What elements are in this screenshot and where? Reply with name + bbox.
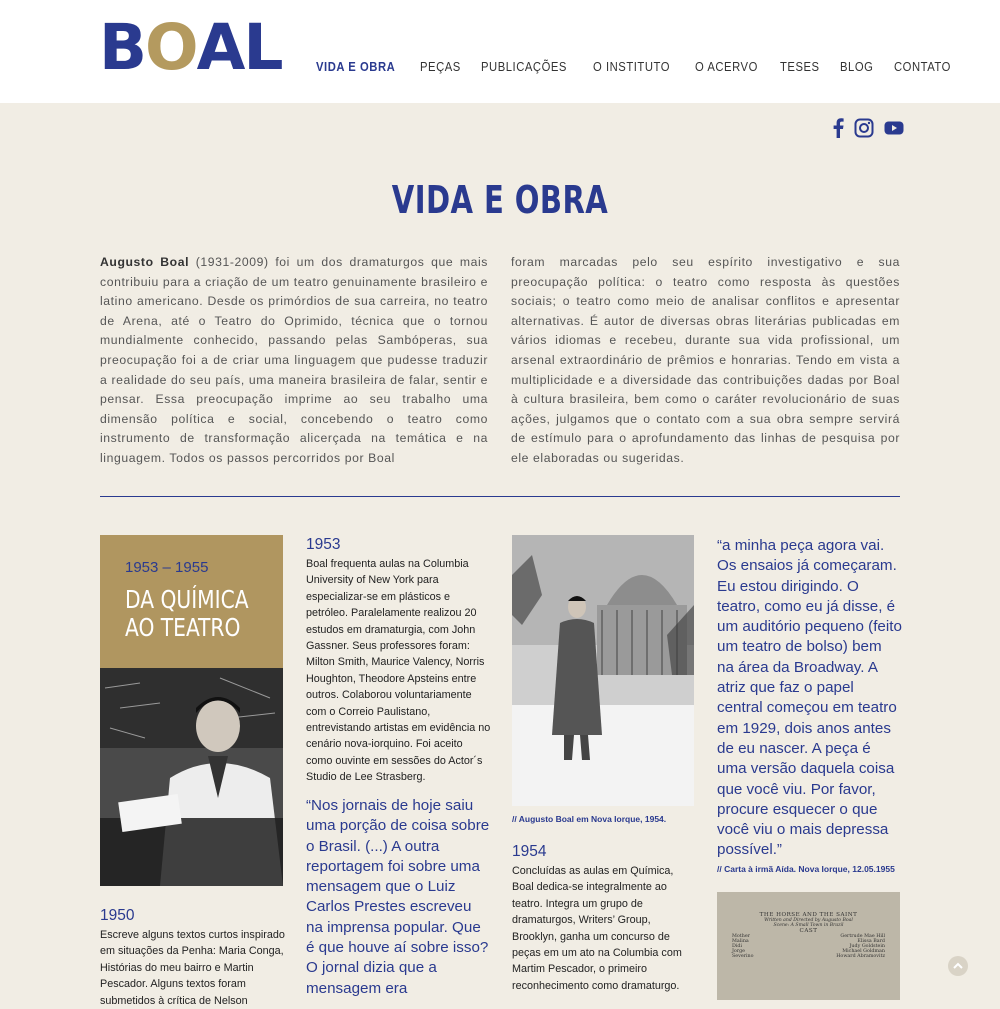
quote-letter-aida: “a minha peça agora vai. Os ensaios já começaram. Eu estou dirigindo. O teatro, como eu já disse, é um auditório pequeno (feito um teatro de bolso) bem na área da Broadway. A atriz que faz o papel central começou em teatro em 1929, dois anos antes de eu nascer. A peça é uma versão daquela coisa que você viu. Por favor, procure esquecer o que você viu o mais depressa possível.”	[717, 537, 902, 859]
timeline-card	[100, 535, 283, 886]
social-links	[832, 118, 904, 143]
year-1950: 1950	[100, 907, 135, 924]
nav-blog[interactable]: BLOG	[840, 60, 874, 74]
nav-o-instituto[interactable]: O INSTITUTO	[593, 60, 671, 74]
program-role: Jorge	[732, 949, 746, 954]
program-role: Mother	[732, 934, 750, 939]
scroll-to-top-button[interactable]	[948, 956, 968, 976]
timeline-range: 1953 – 1955	[125, 559, 209, 576]
intro-right-paragraph: foram marcadas pelo seu espírito investigativo e sua preocupação política: o teatro como resposta às questões sociais; o teatro como meio de analisar conflitos e apresentar alternativas. É autor de diversas obras literárias publicadas em vários idiomas e recebeu, durante sua vida profissional, um arsenal extraordinário de prêmios e honrarias. Tendo em vista a multiplicidade e a diversidade das contribuições dadas por Boal à cultura brasileira, bem como o caráter revolucionário de suas ações, julgamos que o contato com a sua obra sempre servirá de estímulo para o aprofundamento das linhas de pesquisa por ele elaboradas ou sugeridas.	[511, 255, 900, 465]
caption-nova-iorque: // Augusto Boal em Nova Iorque, 1954.	[512, 814, 667, 824]
youtube-icon[interactable]	[884, 120, 904, 141]
program-actor: Judy Goldstein	[849, 944, 885, 949]
instagram-icon[interactable]	[854, 118, 874, 143]
caption-carta-aida: // Carta à irmã Aída. Nova Iorque, 12.05.1955	[717, 864, 895, 874]
logo-letter-b: B	[99, 11, 146, 84]
section-divider	[100, 496, 900, 497]
program-photo	[717, 892, 900, 1000]
boal-new-york-photo	[512, 535, 694, 806]
nav-publicacoes[interactable]: PUBLICAÇÕES	[481, 60, 568, 74]
page-title: VIDA E OBRA	[391, 178, 609, 222]
timeline-heading	[125, 586, 267, 642]
year-1954: 1954	[512, 843, 547, 860]
intro-left-text: (1931-2009) foi um dos dramaturgos que mais contribuiu para a criação de um teatro genuinamente brasileiro e latino americano. Desde os primórdios de sua carreira, no teatro de Arena, até o Teatro do Oprimido, técnica que o tornou mundialmente conhecido, passando pelas Sambóperas, sua preocupação foi a de criar uma linguagem que pudesse traduzir a realidade do seu país, uma maneira brasileira de falar, sentir e pensar. Essa preocupação imprime ao seu trabalho uma dimensão política e social, concebendo o teatro como instrumento de transformação alicerçada na temática e na linguagem. Todos os passos percorridos por Boal	[100, 255, 488, 465]
timeline-heading-line2: AO TEATRO	[125, 613, 241, 642]
program-actor: Michael Goldman	[842, 949, 885, 954]
logo-letter-o: O	[145, 11, 197, 84]
facebook-icon[interactable]	[832, 118, 844, 143]
program-actor: Howard Abramovitz	[836, 954, 885, 959]
program-title: THE HORSE AND THE SAINT	[759, 912, 858, 918]
text-1950: Escreve alguns textos curtos inspirado em situações da Penha: Maria Conga, Histórias do meu bairro e Martin Pescador. Alguns textos foram submetidos à crítica de Nelson	[100, 929, 285, 1007]
nav-vida-e-obra[interactable]: VIDA E OBRA	[316, 60, 396, 74]
logo-letters-al: AL	[196, 11, 282, 84]
timeline-heading-line1: DA QUÍMICA	[125, 585, 249, 614]
chevron-up-icon	[948, 956, 968, 976]
program-role: Didi	[732, 944, 742, 949]
nav-pecas[interactable]: PEÇAS	[420, 60, 461, 74]
program-subtitle: Written and Directed by Augusto Boal	[764, 918, 853, 923]
nav-teses[interactable]: TESES	[780, 60, 821, 74]
text-1954: Concluídas as aulas em Química, Boal dedica-se integralmente ao teatro. Integra um grupo de dramaturgos, Writers’ Group, Brooklyn, ganha um concurso de peças em um ato na Columbia com Martim Pescador, o primeiro reconhecimento como dramaturgo.	[512, 865, 682, 992]
boal-lab-photo	[100, 668, 283, 886]
program-scene: Scene: A Small Town in Brazil	[773, 923, 844, 928]
timeline-card-header	[100, 535, 283, 668]
main-nav	[316, 60, 973, 74]
text-1953: Boal frequenta aulas na Columbia University of New York para especializar-se em plásticos e petróleo. Paralelamente realizou 20 estudos em dramaturgia, com John Gassner. Seus professores foram: Milton Smith, Maurice Valency, Norris Houghton, Theodore Apsteins entre outros. Colaborou voluntariamente com o Correio Paulistano, entrevistando artistas em evidência no cenário nova-iorquino. Foi aceito como ouvinte em sessões do Actor´s Studio de Lee Strasberg.	[306, 558, 491, 784]
intro-author-name: Augusto Boal	[100, 255, 190, 269]
program-actor: Gertrude Mae Hill	[840, 934, 885, 939]
nav-contato[interactable]: CONTATO	[893, 60, 951, 74]
site-header	[0, 0, 1000, 103]
program-role: Severino	[732, 954, 754, 959]
program-cast-label: CAST	[799, 928, 818, 934]
boal-logo[interactable]	[99, 11, 282, 84]
program-cast-row	[732, 954, 885, 959]
nav-o-acervo[interactable]: O ACERVO	[694, 60, 758, 74]
quote-prestes: “Nos jornais de hoje saiu uma porção de coisa sobre o Brasil. (...) A outra reportagem foi sobre uma mensagem que o Luiz Carlos Prestes escreveu na imprensa popular. Que é que houve aí sobre isso? O jornal dizia que a mensagem era	[306, 797, 490, 997]
program-role: Malina	[732, 939, 749, 944]
intro-left-paragraph	[100, 253, 488, 469]
year-1953: 1953	[306, 536, 341, 553]
program-actor: Elissa Bard	[857, 939, 885, 944]
